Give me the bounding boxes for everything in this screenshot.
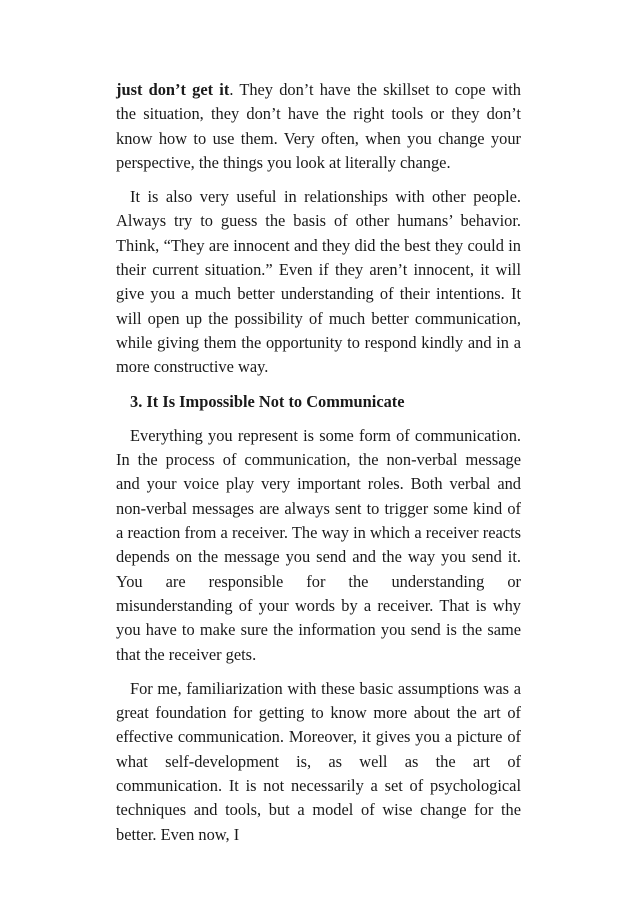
paragraph-continuation xyxy=(116,78,521,175)
paragraph-communication: Everything you represent is some form of communication. In the process of communication, the non-verbal message and your voice play very important roles. Both verbal and non-verbal messages are always sent to trigger some kind of a reaction from a receiver. The way in which a receiver reacts depends on the message you send and the way you send it. You are responsible for the understanding or misunderstanding of your words by a receiver. That is why you have to make sure the information you send is the same that the receiver gets. xyxy=(116,425,521,664)
paragraph-text: . They don’t have the skillset to cope with the situation, they don’t have the right tools or they don’t know how to use them. Very often, when you change your perspective, the things you look at literally change. xyxy=(116,80,521,172)
bold-phrase: just don’t get it xyxy=(116,80,230,99)
paragraph-familiarization: For me, familiarization with these basic assumptions was a great foundation for getting to know more about the art of effective communication. Moreover, it gives you a picture of what self-development is, as well as the art of communication. It is not necessarily a set of psychological techniques and tools, but a model of wise change for the better. Even now, I xyxy=(116,678,521,844)
paragraph-relationships: It is also very useful in relationships with other people. Always try to guess the basis of other humans’ behavior. Think, “They are innocent and they did the best they could in their current situation.” Even if they aren’t innocent, it will give you a much better understanding of their intentions. It will open up the possibility of much better communication, while giving them the opportunity to respond kindly and in a more constructive way. xyxy=(116,187,521,377)
section-heading: 3. It Is Impossible Not to Communicate xyxy=(130,391,405,411)
document-page xyxy=(116,78,521,857)
